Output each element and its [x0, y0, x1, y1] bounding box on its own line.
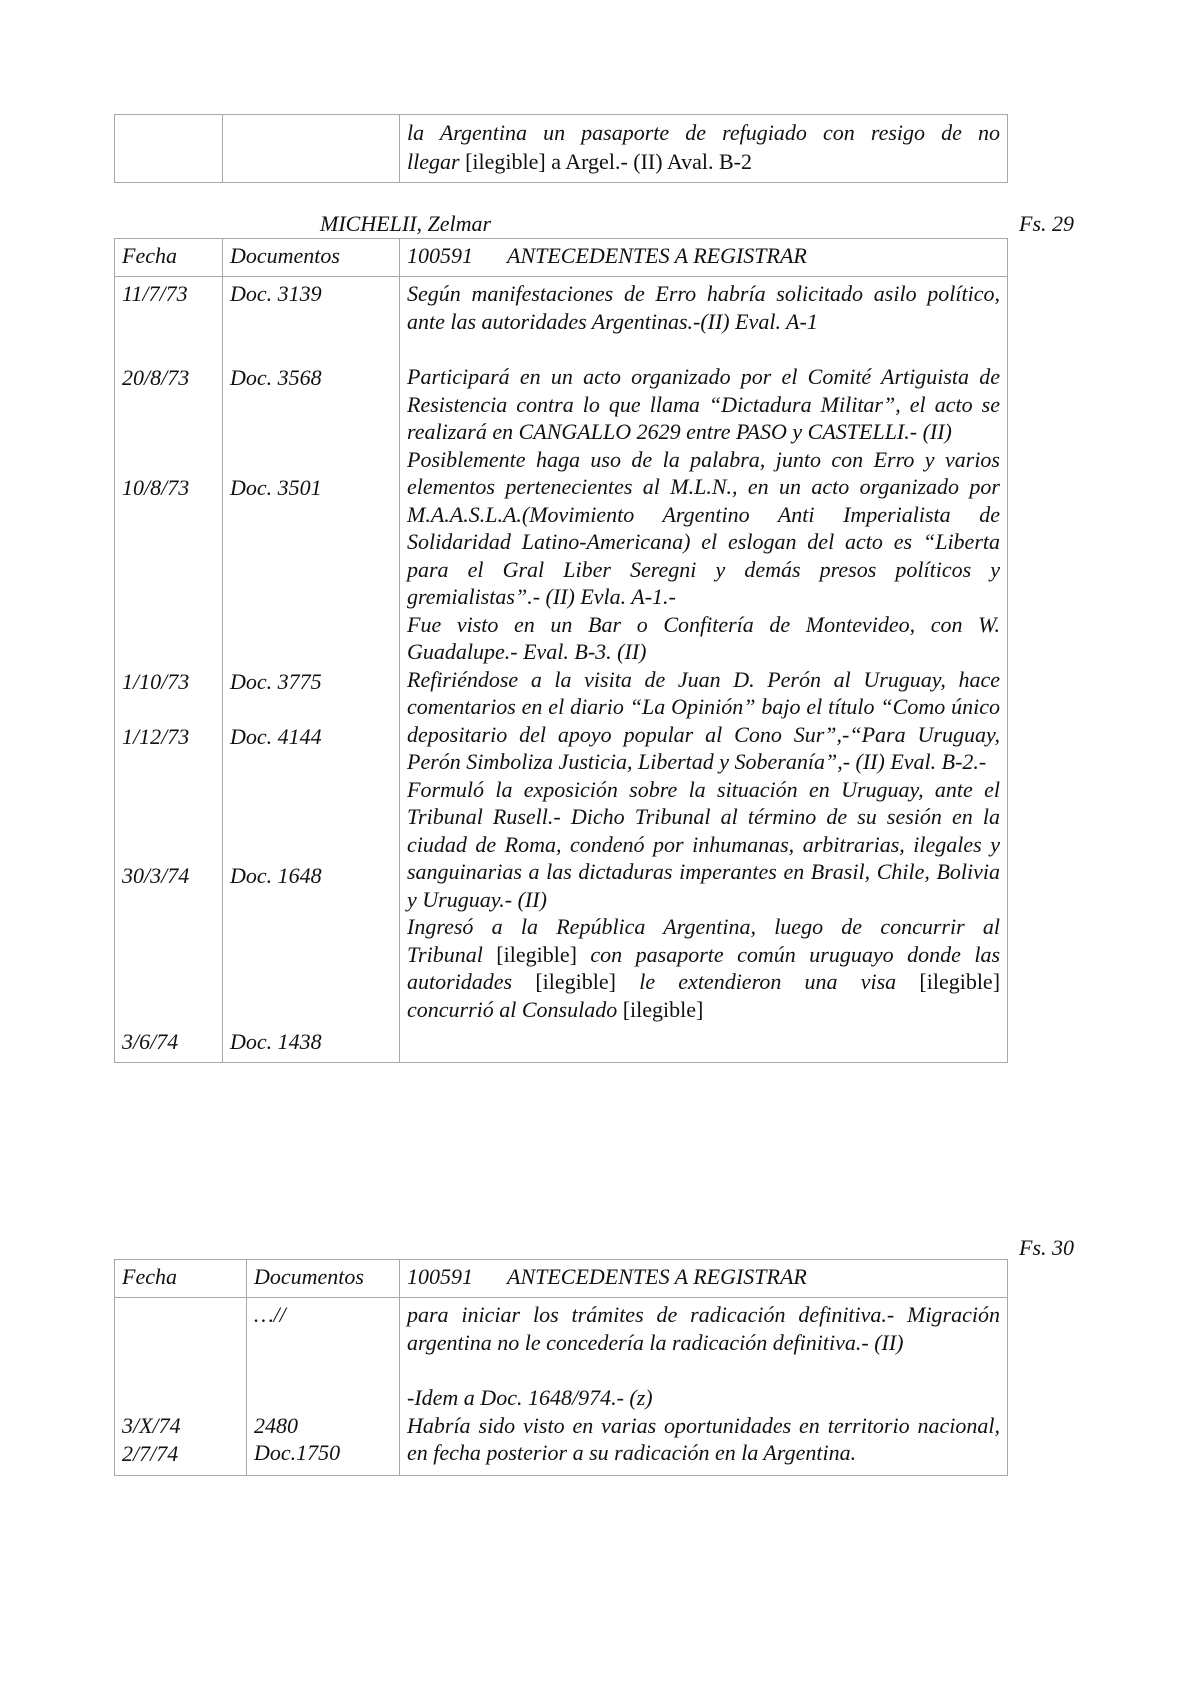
- record-id: 100591: [407, 243, 473, 268]
- entry-doc: Doc. 1438: [230, 1029, 322, 1054]
- entry-doc: Doc.1750: [254, 1440, 341, 1465]
- record-title: ANTECEDENTES A REGISTRAR: [507, 243, 807, 268]
- entry-text: Formuló la exposición sobre la situación en Uruguay, ante el Tribunal Rusell.- Dicho Tribunal al término de su sesión en la ciudad de Roma, condenó por inhumanas, arbitrarias, ilegales y sanguinarias a las dictaduras imperantes en Brasil, Chile, Bolivia y Uruguay.- (II): [407, 776, 1000, 912]
- fecha-cell: [115, 115, 223, 183]
- text-cell: [400, 115, 1008, 183]
- table-header-row: [115, 239, 1008, 277]
- table-row: [115, 1298, 1008, 1476]
- table-row: [115, 115, 1008, 183]
- illegible-mark: [ilegible]: [622, 996, 704, 1022]
- column-header-antecedentes: [400, 1260, 1008, 1298]
- column-header-documentos: Documentos: [223, 239, 400, 277]
- entry-text: Participará en un acto organizado por el Comité Artiguista de Resistencia contra lo que llama “Dictadura Militar”, el acto se realizará en CANGALLO 2629 entre PASO y CASTELLI.- (II): [407, 364, 1000, 444]
- illegible-mark: [ilegible]: [535, 969, 616, 994]
- entry-text: Habría sido visto en varias oportunidades en territorio nacional, en fecha posterior a su radicación en la Argentina.: [407, 1412, 1000, 1465]
- antecedentes-table-continued: [114, 1259, 1008, 1476]
- entry-doc: 2480: [254, 1412, 298, 1438]
- entry-text-word: autoridades: [407, 969, 513, 994]
- folio-number: Fs. 30: [1019, 1235, 1074, 1260]
- entry-date: 10/8/73: [122, 475, 190, 500]
- table-header-row: [115, 1260, 1008, 1298]
- table-row: [115, 277, 1008, 1063]
- person-name: MICHELII, Zelmar: [320, 211, 492, 236]
- entry-text: Según manifestaciones de Erro habría solicitado asilo político, ante las autoridades Argentinas.-(II) Eval. A-1: [407, 281, 1000, 334]
- entry-date: 11/7/73: [122, 281, 188, 306]
- entry-date: 3/X/74: [122, 1413, 181, 1438]
- record-title: ANTECEDENTES A REGISTRAR: [507, 1264, 807, 1289]
- doc-cell: [223, 115, 400, 183]
- entry-doc: Doc. 3139: [230, 281, 322, 306]
- entry-text-last: [407, 913, 1000, 1023]
- entry-text-line: Ingresó a la República Argentina, luego de concurrir al: [407, 914, 1000, 939]
- column-header-fecha: Fecha: [115, 1260, 247, 1298]
- column-header-documentos: Documentos: [247, 1260, 400, 1298]
- entry-text-word: Tribunal: [407, 941, 483, 967]
- continuation-mark: …//: [254, 1302, 286, 1327]
- entry-text: Fue visto en un Bar o Confitería de Montevideo, con W. Guadalupe.- Eval. B-3. (II): [407, 611, 1000, 664]
- antecedentes-table: [114, 238, 1008, 1063]
- continuation-word-llegar: llegar: [407, 149, 460, 174]
- entry-text-word: con pasaporte común uruguayo donde las: [590, 941, 1001, 967]
- entry-date: 1/12/73: [122, 724, 190, 749]
- record-id: 100591: [407, 1264, 473, 1289]
- top-continuation-table: [114, 114, 1008, 183]
- entry-text: para iniciar los trámites de radicación definitiva.- Migración argentina no le concedería la radicación definitiva.- (II): [407, 1302, 1000, 1355]
- entry-text: Posiblemente haga uso de la palabra, junto con Erro y varios elementos pertenecientes al M.L.N., en un acto organizado por M.A.A.S.L.A.(Movimiento Argentino Anti Imperialista de Solidaridad Latino-Americana) el eslogan del acto es “Liberta para el Gral Liber Seregni y demás presos políticos y gremialistas”.- (II) Evla. A-1.-: [407, 446, 1000, 609]
- entry-date: 30/3/74: [122, 862, 190, 888]
- entry-doc: Doc. 4144: [230, 724, 322, 749]
- entry-doc: Doc. 3501: [230, 475, 322, 500]
- entry-doc: Doc. 1648: [230, 862, 322, 888]
- entry-text: -Idem a Doc. 1648/974.- (z): [407, 1385, 653, 1410]
- entry-date: 2/7/74: [122, 1440, 179, 1466]
- entry-doc: Doc. 3775: [230, 668, 322, 694]
- entry-date: 20/8/73: [122, 364, 190, 390]
- illegible-mark: [ilegible]: [919, 969, 1001, 994]
- entry-text-word: concurrió al Consulado: [407, 996, 618, 1022]
- entry-text-word: le extendieron una visa: [639, 969, 897, 994]
- column-header-antecedentes: [400, 239, 1008, 277]
- continuation-line-2: [ilegible] a Argel.- (II) Aval. B-2: [465, 149, 752, 174]
- column-header-fecha: Fecha: [115, 239, 223, 277]
- illegible-mark: [ilegible]: [496, 941, 577, 967]
- entry-date: 1/10/73: [122, 668, 190, 694]
- folio-number: Fs. 29: [1019, 211, 1074, 236]
- entry-doc: Doc. 3568: [230, 364, 322, 390]
- entry-text: Refiriéndose a la visita de Juan D. Perón al Uruguay, hace comentarios en el diario “La Opinión” bajo el título “Como único depositario del apoyo popular al Cono Sur”,-“Para Uruguay, Perón Simboliza Justicia, Libertad y Soberanía”,- (II) Eval. B-2.-: [407, 666, 1000, 774]
- continuation-line-1: la Argentina un pasaporte de refugiado con resigo de no: [407, 120, 1000, 145]
- entry-date: 3/6/74: [122, 1029, 179, 1054]
